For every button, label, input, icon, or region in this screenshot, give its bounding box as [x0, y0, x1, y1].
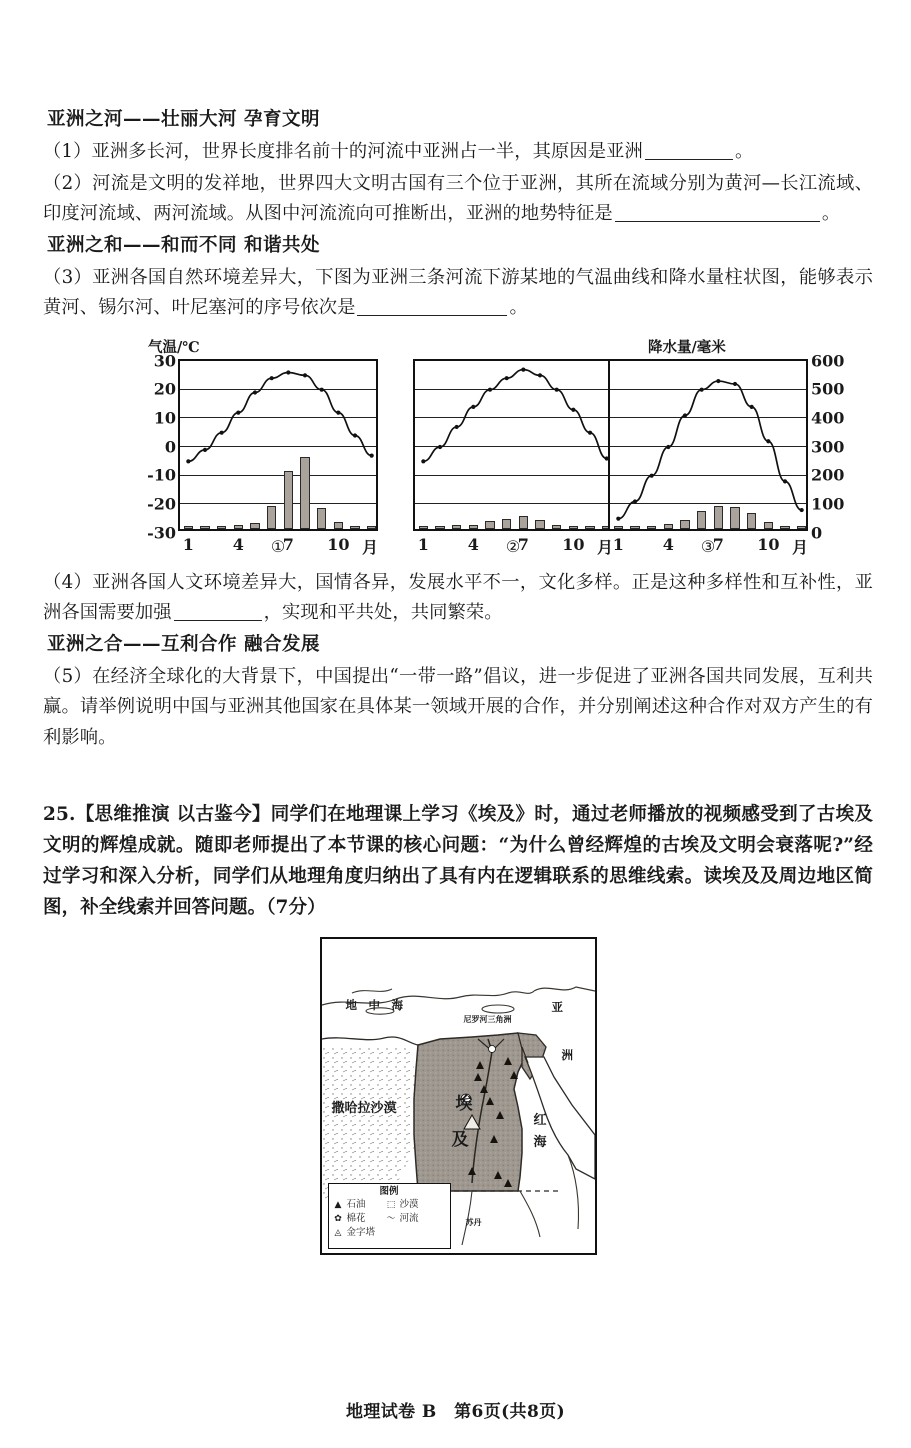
chart-x-tick: 1: [612, 534, 624, 554]
chart-y-tick-right: 300: [811, 437, 845, 456]
map-frame: [320, 937, 597, 1255]
chart-y-tick-right: 0: [811, 523, 823, 542]
question-2: [43, 169, 873, 230]
chart-x-tick: 7: [517, 534, 529, 554]
question-1-text: （1）亚洲多长河，世界长度排名前十的河流中亚洲占一半，其原因是亚洲: [43, 141, 643, 162]
question-3: [43, 263, 873, 324]
chart-axis-title-precipitation: 降水量/毫米: [648, 338, 726, 356]
temperature-curve: [180, 361, 380, 533]
legend-label-cotton: 棉花: [346, 1213, 366, 1224]
chart-x-tick: 1: [182, 534, 194, 554]
chart-x-tick: 7: [712, 534, 724, 554]
desert-icon: ⬚: [386, 1200, 396, 1210]
legend-row-2: [333, 1212, 446, 1226]
chart-y-tick-right: 400: [811, 408, 845, 428]
chart-x-tick: 月: [791, 537, 809, 557]
map-legend: [328, 1183, 451, 1249]
question-25-text: 25.【思维推演 以古鉴今】同学们在地理课上学习《埃及》时，通过老师播放的视频感受到了古埃及文明的辉煌成就。随即老师提出了本节课的核心问题：“为什么曾经辉煌的古埃及文明会衰落呢?”经过学习和深入分析，同学们从地理角度归纳出了具有内在逻辑联系的思维线索。读埃及及周边地区简图，补全线索并回答问题。（7分）: [43, 804, 873, 918]
chart-y-tick-right: 600: [811, 351, 845, 370]
answer-blank-3[interactable]: [357, 315, 507, 316]
question-4: [43, 568, 873, 629]
map-label-asia: 亚: [551, 1000, 563, 1014]
legend-label-oil: 石油: [346, 1199, 366, 1210]
legend-label-river: 河流: [399, 1213, 419, 1224]
pyramid-icon: ◬: [334, 1228, 342, 1238]
chart-caption-1: ①: [270, 536, 286, 556]
map-label-sahara: 撒哈拉沙漠: [331, 1101, 397, 1116]
legend-label-pyramid: 金字塔: [346, 1227, 376, 1238]
chart-x-tick: 月: [361, 537, 379, 557]
chart-y-tick-left: 20: [153, 379, 176, 399]
footer-text: 地理试卷 B 第6页(共8页): [345, 1402, 566, 1422]
legend-row-1: [333, 1198, 446, 1212]
question-4-end: ，实现和平共处，共同繁荣。: [263, 602, 503, 623]
climate-chart-2: [413, 359, 614, 557]
chart-axis-title-temperature: 气温/℃: [148, 338, 200, 356]
chart-y-tick-right: 100: [811, 494, 845, 514]
chart-x-tick: 4: [662, 534, 674, 554]
chart-y-tick-left: -20: [147, 494, 176, 514]
chart-y-tick-right: 500: [811, 379, 845, 399]
map-label-egypt-1: 埃: [455, 1094, 473, 1114]
section-heading-cooperation: 亚洲之合——互利合作 融合发展: [47, 633, 320, 655]
chart-x-tick: 月: [596, 537, 614, 557]
temperature-curve: [415, 361, 615, 533]
question-2-end: 。: [821, 203, 841, 224]
page-footer: [0, 1397, 911, 1422]
question-3-text: （3）亚洲各国自然环境差异大，下图为亚洲三条河流下游某地的气温曲线和降水量柱状图，能够表示黄河、锡尔河、叶尼塞河的序号依次是: [43, 266, 873, 318]
chart-x-tick: 1: [417, 534, 429, 554]
map-label-egypt-2: 及: [451, 1130, 469, 1150]
section-heading-rivers: 亚洲之河——壮丽大河 孕育文明: [47, 109, 320, 130]
question-1: [43, 137, 873, 168]
map-label-red-sea: 红: [533, 1113, 547, 1128]
egypt-map-figure: [43, 937, 873, 1255]
question-1-end: 。: [734, 141, 754, 162]
chart-y-tick-left: 30: [153, 351, 176, 370]
oil-icon: ▲: [334, 1200, 342, 1210]
cotton-icon: ✿: [334, 1214, 342, 1224]
chart-y-tick-left: -10: [147, 465, 176, 485]
chart-caption-2: ②: [505, 536, 521, 556]
question-25-block: [43, 799, 873, 923]
chart-x-tick: 10: [327, 534, 350, 554]
map-label-sudan: 苏丹: [465, 1217, 482, 1227]
section-heading-harmony: 亚洲之和——和而不同 和谐共处: [47, 234, 320, 256]
chart-caption-3: ③: [700, 536, 716, 556]
map-label-red-sea-2: 海: [533, 1135, 547, 1150]
question-2-text: （2）河流是文明的发祥地，世界四大文明古国有三个位于亚洲，其所在流域分别为黄河—长江流域、印度河流域、两河流域。从图中河流流向可推断出，亚洲的地势特征是: [43, 172, 873, 224]
chart-x-tick: 10: [757, 534, 780, 554]
chart-y-tick-left: -30: [147, 523, 176, 542]
question-4-text: （4）亚洲各国人文环境差异大，国情各异，发展水平不一，文化多样。正是这种多样性和互补性，亚洲各国需要加强: [43, 571, 873, 623]
map-label-nile-delta: 尼罗河三角洲: [463, 1014, 512, 1024]
answer-blank-1[interactable]: [645, 159, 733, 160]
river-icon: 〜: [386, 1214, 396, 1224]
question-5: （5）在经济全球化的大背景下，中国提出“一带一路”倡议，进一步促进了亚洲各国共同发展，互利共赢。请举例说明中国与亚洲其他国家在具体某一领域开展的合作，并分别阐述这种合作对双方产生的有利影响。: [43, 665, 873, 748]
climate-charts-figure: [43, 332, 873, 564]
chart-x-tick: 4: [232, 534, 244, 554]
chart-x-tick: 10: [562, 534, 585, 554]
map-label-asia-2: 洲: [561, 1048, 573, 1062]
question-3-end: 。: [509, 297, 528, 318]
answer-blank-4[interactable]: [174, 620, 262, 621]
answer-blank-2[interactable]: [615, 221, 820, 222]
legend-label-desert: 沙漠: [399, 1199, 419, 1210]
chart-y-tick-left: 0: [164, 437, 176, 456]
chart-x-tick: 4: [467, 534, 479, 554]
climate-chart-1: [147, 351, 379, 557]
legend-title: 图例: [379, 1186, 399, 1197]
chart-y-tick-right: 200: [811, 465, 845, 485]
temperature-curve: [610, 361, 810, 533]
chart-x-tick: 7: [282, 534, 294, 554]
legend-row-3: [333, 1226, 446, 1240]
map-label-mediterranean: 地 中 海: [345, 998, 403, 1012]
climate-chart-3: [608, 351, 845, 557]
chart-y-tick-left: 10: [153, 408, 176, 428]
